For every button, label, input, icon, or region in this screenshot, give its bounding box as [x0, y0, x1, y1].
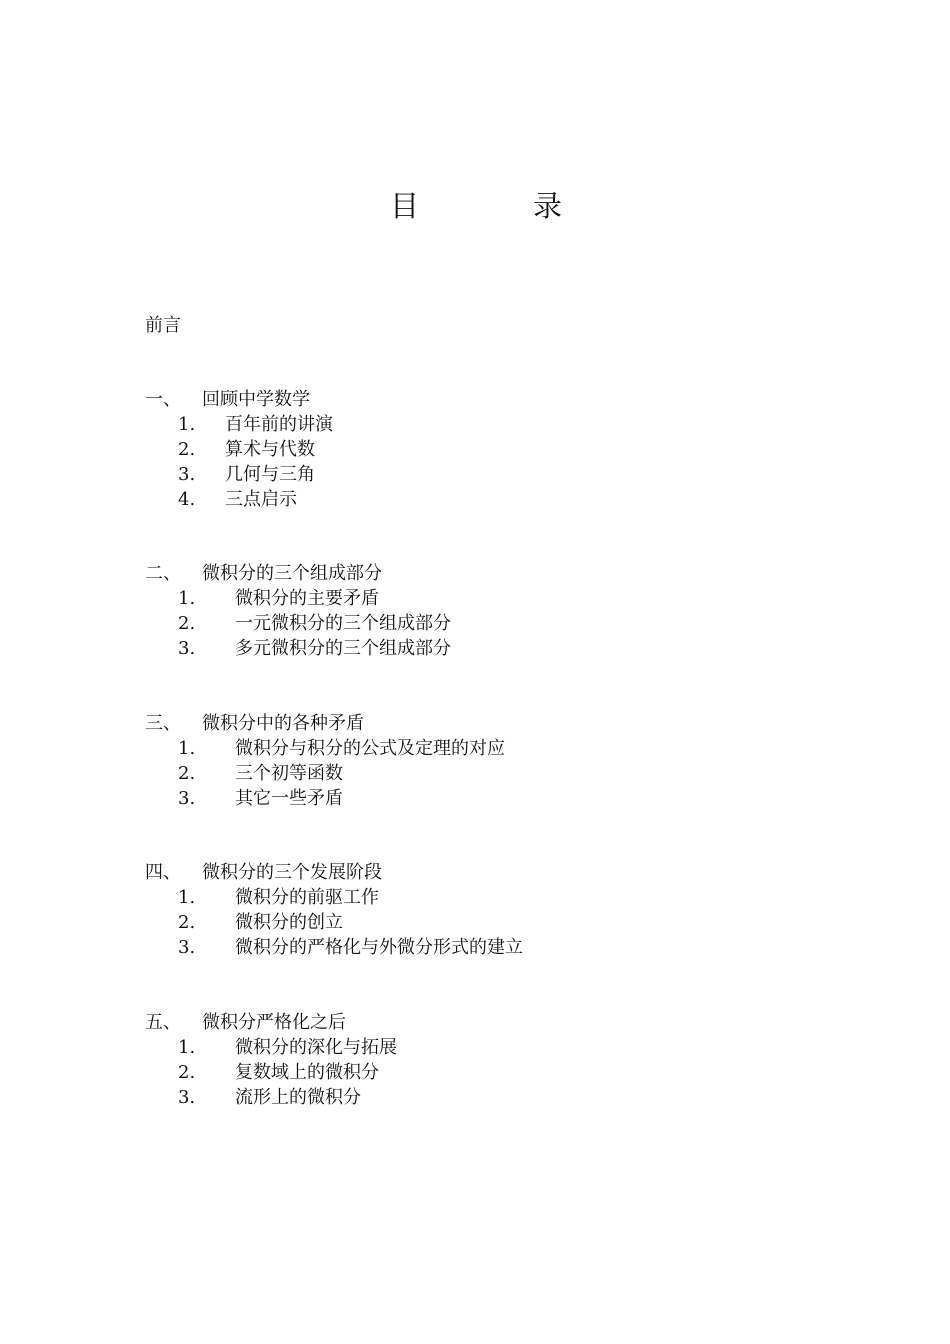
- title-char-2: 录: [533, 189, 563, 223]
- section-title: 微积分的三个发展阶段: [202, 862, 382, 883]
- item-title: 多元微积分的三个组成部分: [235, 638, 451, 659]
- item-title: 其它一些矛盾: [235, 788, 343, 809]
- section-title: 微积分中的各种矛盾: [202, 713, 364, 734]
- section-number: 三、: [145, 713, 181, 734]
- item-number: 2.: [178, 613, 196, 634]
- page-title: [0, 184, 950, 224]
- section-number: 四、: [145, 862, 181, 883]
- section-number: 二、: [145, 563, 181, 584]
- item-title: 三点启示: [225, 489, 297, 510]
- item-number: 3.: [178, 464, 196, 485]
- section-title: 微积分严格化之后: [202, 1012, 346, 1033]
- item-number: 1.: [178, 414, 196, 435]
- item-title: 微积分的严格化与外微分形式的建立: [235, 937, 523, 958]
- item-title: 微积分的创立: [235, 912, 343, 933]
- title-char-1: 目: [390, 189, 420, 223]
- item-number: 2.: [178, 1062, 196, 1083]
- item-title: 微积分的深化与拓展: [235, 1037, 397, 1058]
- item-number: 3.: [178, 937, 196, 958]
- item-number: 1.: [178, 588, 196, 609]
- section-number: 一、: [145, 389, 181, 410]
- item-title: 微积分与积分的公式及定理的对应: [235, 738, 505, 759]
- item-number: 3.: [178, 1087, 196, 1108]
- item-title: 百年前的讲演: [225, 414, 333, 435]
- item-number: 2.: [178, 912, 196, 933]
- section-title: 回顾中学数学: [202, 389, 310, 410]
- toc-preface: 前言: [145, 315, 181, 336]
- item-title: 流形上的微积分: [235, 1087, 361, 1108]
- item-number: 3.: [178, 788, 196, 809]
- item-title: 算术与代数: [225, 439, 315, 460]
- section-title: 微积分的三个组成部分: [202, 563, 382, 584]
- item-title: 微积分的主要矛盾: [235, 588, 379, 609]
- item-number: 4.: [178, 489, 196, 510]
- section-number: 五、: [145, 1012, 181, 1033]
- item-title: 微积分的前驱工作: [235, 887, 379, 908]
- item-number: 1.: [178, 887, 196, 908]
- item-title: 一元微积分的三个组成部分: [235, 613, 451, 634]
- item-number: 3.: [178, 638, 196, 659]
- item-number: 1.: [178, 1037, 196, 1058]
- item-title: 几何与三角: [225, 464, 315, 485]
- item-number: 2.: [178, 439, 196, 460]
- item-title: 复数域上的微积分: [235, 1062, 379, 1083]
- item-title: 三个初等函数: [235, 763, 343, 784]
- item-number: 2.: [178, 763, 196, 784]
- item-number: 1.: [178, 738, 196, 759]
